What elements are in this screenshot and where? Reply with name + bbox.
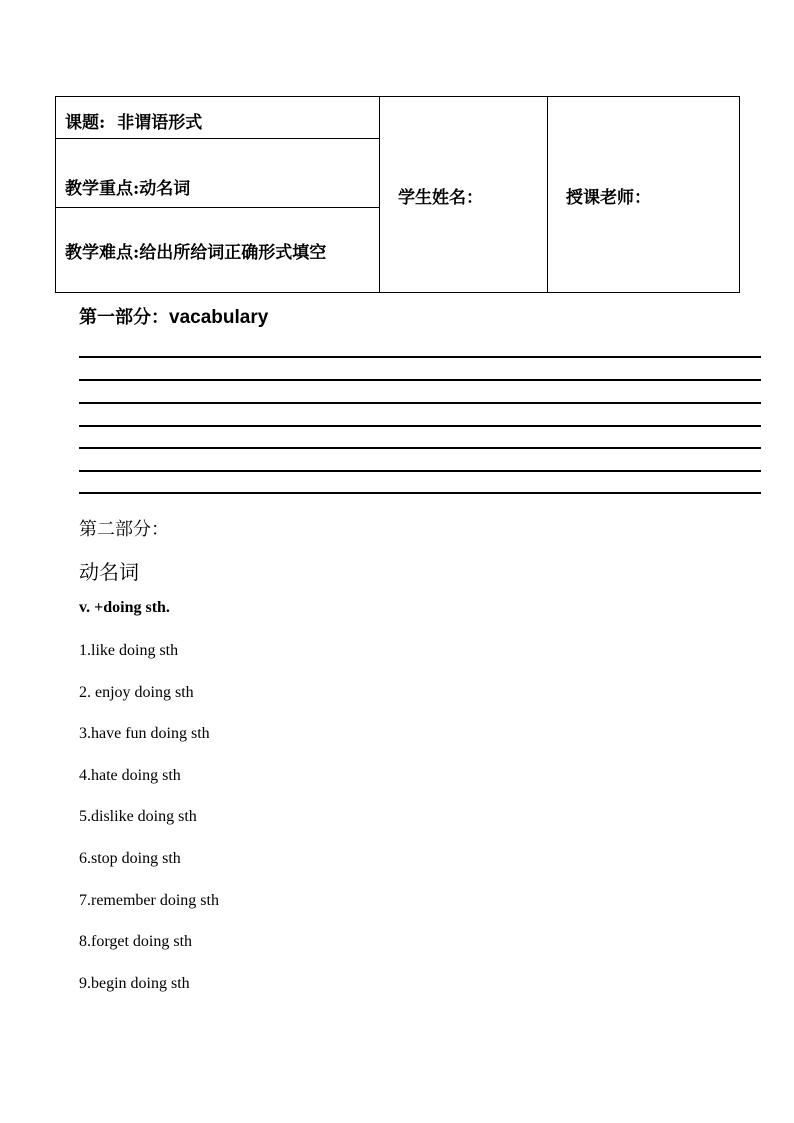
lesson-info-column xyxy=(56,97,380,292)
topic-label: 课题: xyxy=(65,113,106,133)
teacher-label: 授课老师： xyxy=(566,188,651,208)
writing-line xyxy=(79,425,761,427)
list-item: 1.like doing sth xyxy=(79,642,179,659)
writing-line xyxy=(79,447,761,449)
topic-cell xyxy=(56,97,379,139)
part1-title-word: vacabulary xyxy=(169,307,269,328)
list-item: 7.remember doing sth xyxy=(79,892,219,909)
writing-line xyxy=(79,492,761,494)
student-name-cell xyxy=(380,97,548,292)
list-item: 5.dislike doing sth xyxy=(79,808,197,825)
list-item: 2. enjoy doing sth xyxy=(79,684,194,701)
teacher-cell xyxy=(548,97,739,292)
grammar-rule: v. +doing sth. xyxy=(79,599,170,616)
topic-text xyxy=(65,108,202,133)
part1-title-prefix: 第一部分： xyxy=(79,307,169,328)
topic-value: 非谓语形式 xyxy=(117,113,203,133)
key-point-text: 教学重点:动名词 xyxy=(65,179,191,199)
list-item: 3.have fun doing sth xyxy=(79,725,210,742)
lesson-header-table xyxy=(55,96,740,293)
difficulty-cell xyxy=(56,208,379,292)
student-name-label: 学生姓名： xyxy=(398,188,483,208)
list-item: 6.stop doing sth xyxy=(79,850,181,867)
list-item: 9.begin doing sth xyxy=(79,975,190,992)
part2-subtitle: 动名词 xyxy=(79,560,139,584)
writing-line xyxy=(79,379,761,381)
key-point-cell xyxy=(56,139,379,208)
list-item: 4.hate doing sth xyxy=(79,767,181,784)
writing-line xyxy=(79,402,761,404)
list-item: 8.forget doing sth xyxy=(79,933,193,950)
writing-line xyxy=(79,470,761,472)
part1-title xyxy=(79,303,268,329)
writing-line xyxy=(79,356,761,358)
difficulty-text: 教学难点:给出所给词正确形式填空 xyxy=(65,243,327,263)
part2-title: 第二部分： xyxy=(79,519,169,540)
